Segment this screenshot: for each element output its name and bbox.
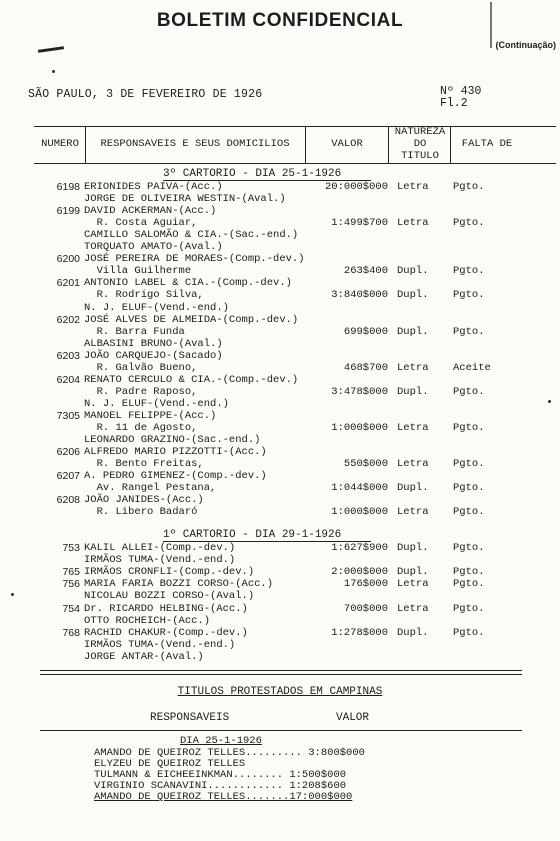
row-number: 756 (62, 578, 80, 591)
row-natureza: Dupl. (397, 265, 429, 278)
row-valor: 3:840$000 (331, 289, 388, 302)
row-natureza: Dupl. (397, 626, 429, 639)
row-responsible: Villa Guilherme (84, 265, 192, 278)
col-divider (388, 126, 389, 163)
row-responsible: ALBASINI BRUNO-(Aval.) (84, 337, 223, 350)
row-natureza: Letra (397, 217, 429, 230)
table-row (0, 447, 560, 458)
row-valor: 1:000$000 (331, 422, 388, 434)
table-row (0, 387, 560, 398)
row-responsible: KALIL ALLEI-(Comp.-dev.) (84, 542, 236, 554)
row-responsible: R. Rodrigo Silva, (84, 289, 204, 302)
row-responsible: OTTO ROCHEICH-(Acc.) (84, 614, 211, 627)
row-number: 6208 (56, 494, 80, 507)
row-responsible: JOÃO CARQUEJO-(Sacado) (84, 349, 223, 362)
table-row (0, 435, 560, 446)
table-row (0, 194, 560, 205)
table-row (0, 652, 560, 663)
row-responsible: IRMÃOS TUMA-(Vend.-end.) (84, 638, 236, 651)
row-valor: 1:000$000 (331, 506, 388, 519)
row-number: 6204 (56, 373, 80, 386)
table-row (0, 375, 560, 386)
continuation-label: (Continuação) (495, 40, 556, 50)
row-falta: Pgto. (453, 602, 485, 615)
bulletin-number-block (440, 86, 481, 110)
ink-speck (11, 593, 14, 596)
footer-col-valor: VALOR (336, 712, 370, 724)
row-falta: Pgto. (453, 289, 485, 302)
table-row (0, 543, 560, 554)
table-row (0, 555, 560, 566)
table-row (0, 303, 560, 314)
table-row (0, 495, 560, 506)
row-falta: Pgto. (453, 626, 485, 639)
document-title: BOLETIM CONFIDENCIAL (156, 10, 404, 31)
footer-top-rule (40, 674, 522, 675)
row-valor: 699$000 (343, 325, 388, 338)
row-responsible: RACHID CHAKUR-(Comp.-dev.) (84, 626, 248, 639)
table-row (0, 604, 560, 615)
table-row (0, 459, 560, 470)
col-header-natureza-titulo: TITULO (401, 150, 439, 162)
row-number: 6201 (56, 277, 80, 290)
row-number: 754 (62, 602, 80, 615)
row-valor: 550$000 (343, 458, 388, 471)
table-row (0, 327, 560, 338)
row-falta: Pgto. (453, 482, 485, 495)
row-valor: 1:278$000 (331, 626, 388, 639)
row-number: 753 (62, 542, 80, 554)
footer-header-rule (40, 730, 522, 731)
row-responsible: R. 11 de Agosto, (84, 422, 198, 434)
row-responsible: LEONARDO GRAZINO-(Sac.-end.) (84, 434, 261, 447)
row-number: 6199 (56, 205, 80, 218)
row-number: 7305 (56, 409, 80, 422)
footer-date-heading: DIA 25-1-1926 (180, 735, 262, 747)
row-valor: 263$400 (343, 265, 388, 278)
footer-line: AMANDO DE QUEIROZ TELLES.......17:000$000 (94, 791, 353, 803)
table-row (0, 363, 560, 374)
row-falta: Pgto. (453, 385, 485, 398)
col-divider (85, 126, 86, 163)
footer-line: ELYZEU DE QUEIROZ TELLES (94, 758, 246, 770)
footer-col-responsaveis: RESPONSAVEIS (150, 712, 230, 724)
col-header-natureza: NATUREZA (394, 126, 446, 138)
row-responsible: Dr. RICARDO HELBING-(Acc.) (84, 602, 248, 615)
table-row (0, 278, 560, 289)
table-row (0, 471, 560, 482)
table-row (0, 182, 560, 193)
sheet-number: Fl.2 (440, 97, 468, 110)
row-responsible: R. Libero Badaró (84, 506, 198, 519)
ink-speck (548, 400, 551, 403)
row-valor: 176$000 (343, 578, 388, 591)
row-responsible: R. Galvão Bueno, (84, 361, 198, 374)
row-falta: Pgto. (453, 506, 485, 519)
table-row (0, 567, 560, 578)
row-natureza: Letra (397, 361, 429, 374)
row-responsible: R. Barra Funda (84, 325, 185, 338)
row-responsible: TORQUATO AMATO-(Aval.) (84, 241, 223, 254)
table-row (0, 266, 560, 277)
table-row (0, 218, 560, 229)
row-natureza: Dupl. (397, 542, 429, 554)
row-responsible: JORGE ANTAR-(Aval.) (84, 650, 204, 663)
row-natureza: Letra (397, 506, 429, 519)
row-number: 6207 (56, 470, 80, 483)
row-falta: Pgto. (453, 422, 485, 434)
row-valor: 2:000$000 (331, 566, 388, 579)
table-row (0, 242, 560, 253)
table-row (0, 628, 560, 639)
row-responsible: ALFREDO MARIO PIZZOTTI-(Acc.) (84, 446, 267, 459)
footer-line: TULMANN & EICHEEINKMAN........ 1:500$000 (94, 769, 347, 781)
row-valor: 700$000 (343, 602, 388, 615)
row-responsible: IRMÃOS TUMA-(Vend.-end.) (84, 554, 236, 567)
col-header-natureza-do: DO (413, 138, 427, 150)
row-falta: Pgto. (453, 265, 485, 278)
row-responsible: RENATO CERCULO & CIA.-(Comp.-dev.) (84, 373, 299, 386)
row-valor: 3:478$000 (331, 385, 388, 398)
row-responsible: NICOLAU BOZZI CORSO-(Aval.) (84, 590, 255, 603)
row-responsible: ANTONIO LABEL & CIA.-(Comp.-dev.) (84, 277, 292, 290)
row-natureza: Letra (397, 181, 429, 193)
row-responsible: N. J. ELUF-(Vend.-end.) (84, 301, 229, 314)
footer-line: VIRGINIO SCANAVINI............ 1:208$600 (94, 780, 347, 792)
row-falta: Pgto. (453, 566, 485, 579)
col-header-numero: NUMERO (41, 138, 79, 150)
row-number: 6206 (56, 446, 80, 459)
row-falta: Pgto. (453, 217, 485, 230)
col-divider (305, 126, 306, 163)
row-falta: Pgto. (453, 578, 485, 591)
row-natureza: Dupl. (397, 566, 429, 579)
row-falta: Aceite (453, 361, 491, 374)
col-header-responsaveis: RESPONSAVEIS E SEUS DOMICILIOS (100, 138, 290, 150)
row-natureza: Dupl. (397, 325, 429, 338)
table-row (0, 616, 560, 627)
row-natureza: Letra (397, 422, 429, 434)
row-responsible: JOSÉ ALVES DE ALMEIDA-(Comp.-dev.) (84, 313, 299, 326)
table-row (0, 290, 560, 301)
row-responsible: A. PEDRO GIMENEZ-(Comp.-dev.) (84, 470, 267, 483)
col-header-valor: VALOR (331, 138, 363, 150)
table-row (0, 315, 560, 326)
bulletin-number: Nº 430 (440, 85, 482, 98)
section-heading: 3º CARTORIO - DIA 25-1-1926 (163, 168, 342, 180)
row-number: 6200 (56, 253, 80, 266)
row-number: 765 (62, 566, 80, 579)
row-responsible: ERIONIDES PAIVA-(Acc.) (84, 181, 223, 193)
table-row (0, 230, 560, 241)
row-falta: Pgto. (453, 458, 485, 471)
row-responsible: JOSÉ PEREIRA DE MORAES-(Comp.-dev.) (84, 253, 305, 266)
row-valor: 1:627$900 (331, 542, 388, 554)
col-divider (450, 126, 451, 163)
table-row (0, 579, 560, 590)
row-responsible: R. Bento Freitas, (84, 458, 204, 471)
row-falta: Pgto. (453, 542, 485, 554)
row-valor: 20:000$000 (324, 181, 388, 193)
footer-line: AMANDO DE QUEIROZ TELLES......... 3:800$000 (94, 747, 365, 759)
pen-mark (38, 46, 64, 53)
table-top-rule (34, 126, 556, 127)
table-row (0, 640, 560, 651)
row-responsible: MANOEL FELIPPE-(Acc.) (84, 409, 217, 422)
row-valor: 468$700 (343, 361, 388, 374)
row-falta: Pgto. (453, 325, 485, 338)
row-natureza: Dupl. (397, 289, 429, 302)
row-falta: Pgto. (453, 181, 485, 193)
row-natureza: Letra (397, 458, 429, 471)
table-row (0, 591, 560, 602)
row-responsible: MARIA FARIA BOZZI CORSO-(Acc.) (84, 578, 274, 591)
row-responsible: IRMÃOS CRONFLI-(Comp.-dev.) (84, 566, 255, 579)
date-line: SÃO PAULO, 3 DE FEVEREIRO DE 1926 (28, 88, 263, 101)
table-header-rule (34, 163, 556, 164)
footer-title: TITULOS PROTESTADOS EM CAMPINAS (177, 686, 383, 698)
row-responsible: Av. Rangel Pestana, (84, 482, 217, 495)
row-valor: 1:044$000 (331, 482, 388, 495)
table-row (0, 339, 560, 350)
row-natureza: Dupl. (397, 482, 429, 495)
row-responsible: JOÃO JANIDES-(Acc.) (84, 494, 204, 507)
row-number: 768 (62, 626, 80, 639)
table-row (0, 507, 560, 518)
row-natureza: Dupl. (397, 385, 429, 398)
table-row (0, 483, 560, 494)
row-responsible: N. J. ELUF-(Vend.-end.) (84, 397, 229, 410)
footer-top-rule (40, 670, 522, 671)
row-number: 6198 (56, 181, 80, 193)
row-natureza: Letra (397, 578, 429, 591)
ink-speck (52, 70, 55, 73)
row-responsible: DAVID ACKERMAN-(Acc.) (84, 205, 217, 218)
row-responsible: R. Padre Raposo, (84, 385, 198, 398)
table-row (0, 423, 560, 434)
table-row (0, 411, 560, 422)
row-responsible: CAMILLO SALOMÃO & CIA.-(Sac.-end.) (84, 229, 299, 242)
row-natureza: Letra (397, 602, 429, 615)
row-valor: 1:499$700 (331, 217, 388, 230)
row-responsible: JORGE DE OLIVEIRA WESTIN-(Aval.) (84, 193, 286, 206)
table-row (0, 206, 560, 217)
row-responsible: R. Costa Aguiar, (84, 217, 198, 230)
table-row (0, 254, 560, 265)
row-number: 6202 (56, 313, 80, 326)
row-number: 6203 (56, 349, 80, 362)
col-header-falta: FALTA DE (461, 138, 513, 150)
table-row (0, 399, 560, 410)
table-row (0, 351, 560, 362)
section-heading: 1º CARTORIO - DIA 29-1-1926 (163, 529, 342, 541)
